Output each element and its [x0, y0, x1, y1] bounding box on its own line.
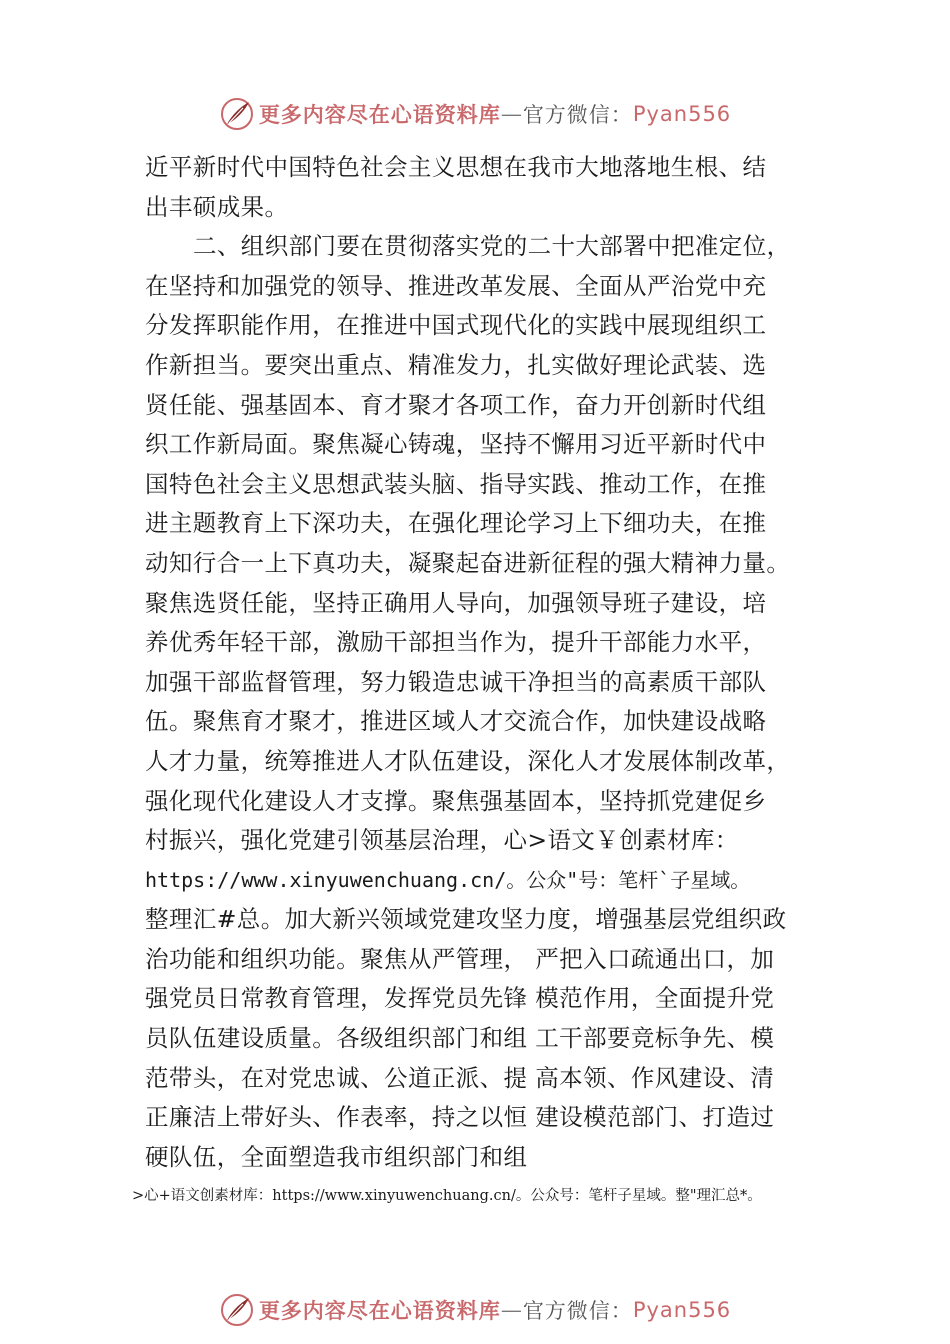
body-line: 国特色社会主义思想武装头脑、指导实践、推动工作，在推	[145, 469, 767, 498]
body-line: 治功能和组织功能。聚焦从严管理， 严把入口疏通出口，加	[145, 944, 775, 973]
banner-main-text: 更多内容尽在心语资料库	[258, 1298, 501, 1323]
body-line: 村振兴，强化党建引领基层治理，心>语文￥创素材库：	[145, 826, 739, 855]
banner-dash: —	[500, 1298, 523, 1322]
body-line: 范带头，在对党忠诚、公道正派、提 高本领、作风建设、清	[145, 1063, 775, 1092]
body-line: 出丰硕成果。	[145, 192, 289, 221]
body-line: 强化现代化建设人才支撑。聚焦强基固本，坚持抓党建促乡	[145, 786, 767, 815]
banner-wechat-id: Pyan556	[632, 102, 732, 126]
footer-banner	[0, 1290, 950, 1330]
body-line-url: https://www.xinyuwenchuang.cn/。公众"号：笔杆`子星域。	[145, 867, 751, 892]
body-line: 近平新时代中国特色社会主义思想在我市大地落地生根、结	[145, 153, 767, 181]
body-line: 聚焦选贤任能，坚持正确用人导向，加强领导班子建设，培	[145, 588, 767, 617]
document-body	[145, 148, 835, 1177]
body-line: 动知行合一上下真功夫，凝聚起奋进新征程的强大精神力量。	[145, 548, 791, 577]
feather-pen-logo-icon	[219, 1292, 255, 1328]
body-line: 员队伍建设质量。各级组织部门和组 工干部要竞标争先、模	[145, 1024, 775, 1053]
body-line: 在坚持和加强党的领导、推进改革发展、全面从严治党中充	[145, 271, 767, 300]
body-line: 伍。聚焦育才聚才，推进区域人才交流合作，加快建设战略	[145, 707, 767, 736]
header-banner	[0, 94, 950, 134]
body-line: 作新担当。要突出重点、精准发力，扎实做好理论武装、选	[145, 350, 767, 379]
body-line: 织工作新局面。聚焦凝心铸魂，坚持不懈用习近平新时代中	[145, 430, 767, 459]
feather-pen-logo-icon	[219, 96, 255, 132]
body-line: 正廉洁上带好头、作表率，持之以恒 建设模范部门、打造过	[145, 1103, 775, 1132]
banner-dash: —	[500, 102, 523, 126]
body-line: 强党员日常教育管理，发挥党员先锋 模范作用，全面提升党	[145, 984, 775, 1013]
body-line: 进主题教育上下深功夫，在强化理论学习上下细功夫，在推	[145, 509, 767, 538]
banner-wechat-label: 官方微信：	[522, 1299, 633, 1323]
body-line: 分发挥职能作用，在推进中国式现代化的实践中展现组织工	[145, 311, 767, 340]
banner-main-text: 更多内容尽在心语资料库	[258, 102, 501, 127]
body-line: 人才力量，统筹推进人才队伍建设，深化人才发展体制改革，	[145, 746, 791, 775]
section-heading-line: 二、组织部门要在贯彻落实党的二十大部署中把准定位，	[193, 232, 791, 261]
watermark-footnote: >心+语文创素材库：https://www.xinyuwenchuang.cn/。公众号：笔杆子星域。整"理汇总*。	[132, 1188, 762, 1204]
body-line: 贤任能、强基固本、育才聚才各项工作，奋力开创新时代组	[145, 390, 767, 419]
body-line: 加强干部监督管理，努力锻造忠诚干净担当的高素质干部队	[145, 667, 767, 696]
banner-wechat-id: Pyan556	[632, 1298, 732, 1322]
body-line: 整理汇#总。加大新兴领域党建攻坚力度，增强基层党组织政	[145, 905, 787, 934]
body-line: 硬队伍，全面塑造我市组织部门和组	[145, 1142, 528, 1171]
body-line: 养优秀年轻干部，激励干部担当作为，提升干部能力水平，	[145, 628, 767, 657]
banner-wechat-label: 官方微信：	[522, 103, 633, 127]
